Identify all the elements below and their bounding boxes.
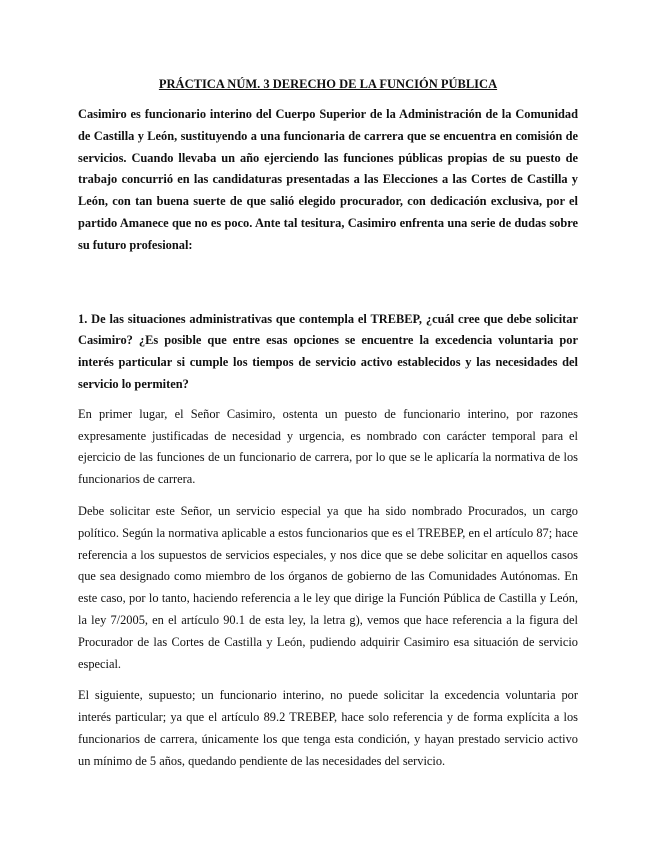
document-title: PRÁCTICA NÚM. 3 DERECHO DE LA FUNCIÓN PÚBLICA	[158, 77, 498, 91]
case-statement: Casimiro es funcionario interino del Cuerpo Superior de la Administración de la Comunidad de Castilla y León, sustituyendo a una funcionaria de carrera que se encuentra en comisión de servicios. Cuando llevaba un año ejerciendo las funciones públicas propias de su puesto de trabajo concurrió en las candidaturas presentadas a las Elecciones a las Cortes de Castilla y León, con tan buena suerte de que salió elegido procurador, con dedicación exclusiva, por el partido Amanece que no es poco. Ante tal tesitura, Casimiro enfrenta una serie de dudas sobre su futuro profesional:	[78, 107, 578, 252]
question-1: 1. De las situaciones administrativas que contempla el TREBEP, ¿cuál cree que debe solicitar Casimiro? ¿Es posible que entre esas opciones se encuentre la excedencia voluntaria por interés particular si cumple los tiempos de servicio activo establecidos y las necesidades del servicio lo permiten?	[78, 311, 578, 391]
document-page	[78, 74, 578, 783]
answer-paragraph-2: Debe solicitar este Señor, un servicio especial ya que ha sido nombrado Procurados, un cargo político. Según la normativa aplicable a estos funcionarios que es el TREBEP, en el artículo 87; hace referencia a los supuestos de servicios especiales, y nos dice que se debe solicitar en aquellos casos que sea designado como miembro de los órganos de gobierno de las Comunidades Autónomas. En este caso, por lo tanto, haciendo referencia a le ley que dirige la Función Pública de Castilla y León, la ley 7/2005, en el artículo 90.1 de esta ley, la letra g), vemos que hace referencia a la figura del Procurador de las Cortes de Castilla y León, pudiendo adquirir Casimiro esa situación de servicio especial.	[78, 503, 578, 671]
answer-paragraph-1: En primer lugar, el Señor Casimiro, ostenta un puesto de funcionario interino, por razones expresamente justificadas de necesidad y urgencia, es nombrado con carácter temporal para el ejercicio de las funciones de un funcionario de carrera, por lo que se le aplicaría la normativa de los funcionarios de carrera.	[78, 406, 578, 487]
answer-paragraph-3: El siguiente, supuesto; un funcionario interino, no puede solicitar la excedencia voluntaria por interés particular; ya que el artículo 89.2 TREBEP, hace solo referencia y de forma explícita a los funcionarios de carrera, únicamente los que tenga esta condición, y hayan prestado servicio activo un mínimo de 5 años, quedando pendiente de las necesidades del servicio.	[78, 688, 578, 768]
